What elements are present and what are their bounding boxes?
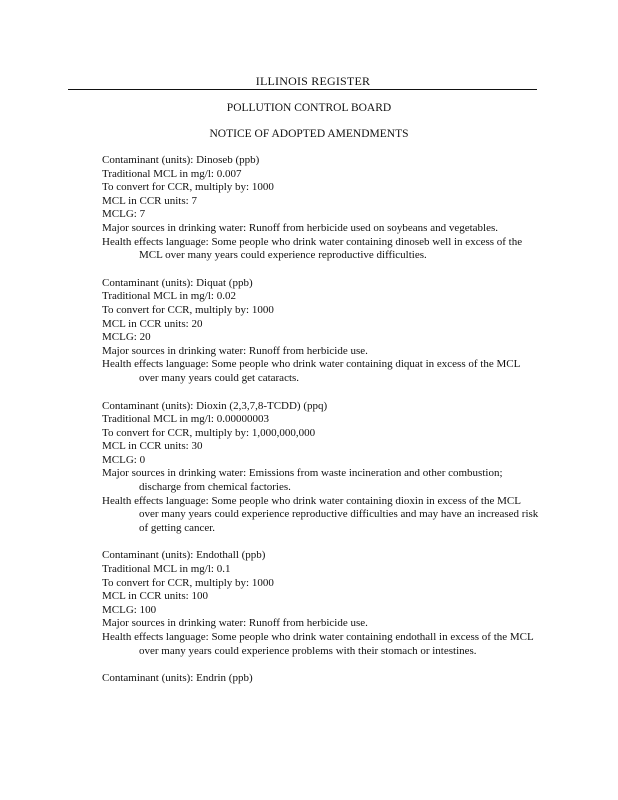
convert-line: To convert for CCR, multiply by: 1000 bbox=[102, 181, 274, 194]
sources-line: Major sources in drinking water: Runoff from herbicide use. bbox=[102, 617, 368, 630]
mcl-ccr-line: MCL in CCR units: 100 bbox=[102, 590, 208, 603]
contaminant-line: Contaminant (units): Diquat (ppb) bbox=[102, 276, 253, 289]
convert-line: To convert for CCR, multiply by: 1000 bbox=[102, 576, 274, 589]
notice-title: NOTICE OF ADOPTED AMENDMENTS bbox=[209, 128, 409, 140]
health-line: Health effects language: Some people who drink water containing diquat in excess of the MCL over many years could get cataracts. bbox=[102, 358, 520, 384]
mcl-ccr-line: MCL in CCR units: 7 bbox=[102, 194, 197, 207]
register-title: ILLINOIS REGISTER bbox=[0, 74, 618, 89]
traditional-mcl-line: Traditional MCL in mg/l: 0.007 bbox=[102, 167, 242, 180]
mcl-ccr-line: MCL in CCR units: 20 bbox=[102, 317, 203, 330]
mclg-line: MCLG: 20 bbox=[102, 331, 151, 344]
mcl-ccr-line: MCL in CCR units: 30 bbox=[102, 440, 203, 453]
sources-line: Major sources in drinking water: Runoff from herbicide used on soybeans and vegetables. bbox=[102, 221, 498, 234]
sources-line: Major sources in drinking water: Emissions from waste incineration and other combustion; discharge from chemical factories. bbox=[102, 467, 503, 494]
health-line: Health effects language: Some people who drink water containing dioxin in excess of the MCL over many years could experience reproductive difficulties and may have an increased risk of getting cancer. bbox=[102, 494, 539, 534]
traditional-mcl-line: Traditional MCL in mg/l: 0.00000003 bbox=[102, 413, 269, 426]
health-line: Health effects language: Some people who drink water containing dinoseb well in excess of the MCL over many years could experience reproductive difficulties. bbox=[102, 235, 523, 262]
sources-line: Major sources in drinking water: Runoff from herbicide use. bbox=[102, 344, 368, 357]
contaminant-line-endrin: Contaminant (units): Endrin (ppb) bbox=[102, 672, 253, 685]
traditional-mcl-line: Traditional MCL in mg/l: 0.1 bbox=[102, 563, 231, 576]
contaminant-block-dioxin bbox=[102, 400, 542, 536]
header-rule bbox=[68, 89, 537, 90]
mclg-line: MCLG: 7 bbox=[102, 208, 146, 221]
contaminant-block-diquat bbox=[102, 277, 542, 386]
traditional-mcl-line: Traditional MCL in mg/l: 0.02 bbox=[102, 290, 236, 303]
contaminant-block-endothall bbox=[102, 549, 542, 658]
convert-line: To convert for CCR, multiply by: 1,000,000,000 bbox=[102, 426, 316, 439]
document-body bbox=[102, 154, 542, 686]
contaminant-line: Contaminant (units): Endothall (ppb) bbox=[102, 549, 266, 562]
contaminant-block-dinoseb bbox=[102, 154, 542, 263]
convert-line: To convert for CCR, multiply by: 1000 bbox=[102, 303, 274, 316]
mclg-line: MCLG: 100 bbox=[102, 603, 157, 616]
contaminant-line: Contaminant (units): Dinoseb (ppb) bbox=[102, 154, 260, 166]
board-title: POLLUTION CONTROL BOARD bbox=[226, 102, 392, 114]
health-line: Health effects language: Some people who drink water containing endothall in excess of the MCL over many years could experience problems with their stomach or intestines. bbox=[102, 631, 534, 657]
mclg-line: MCLG: 0 bbox=[102, 453, 146, 466]
contaminant-line: Contaminant (units): Dioxin (2,3,7,8-TCDD) (ppq) bbox=[102, 399, 328, 412]
